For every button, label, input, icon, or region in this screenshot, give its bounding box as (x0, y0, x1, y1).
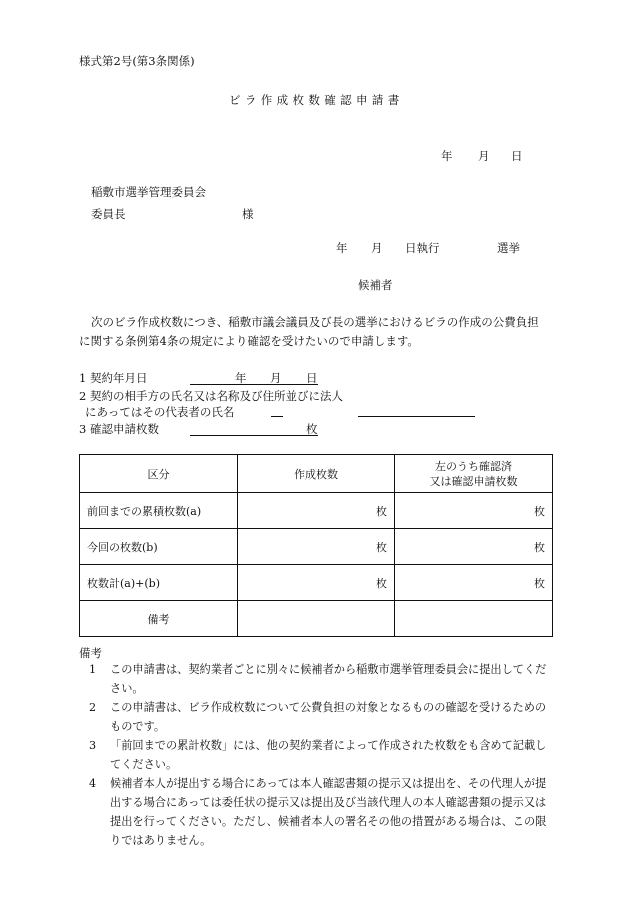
row-label: 前回までの累積枚数(a) (80, 493, 238, 529)
note-item (89, 774, 551, 850)
contract-date-month: 月 (270, 371, 282, 385)
note-number: 3 (89, 739, 97, 752)
note-text: この申請書は、契約業者ごとに別々に候補者から稲敷市選挙管理委員会に提出してください。 (110, 663, 547, 695)
election-year: 年 (336, 241, 348, 255)
note-item (89, 736, 551, 774)
date-day: 日 (511, 149, 523, 163)
note-text: 「前回までの累計枚数」には、他の契約業者によって作成された枚数をも含めて記載してください。 (110, 739, 547, 771)
confirmed-count-cell[interactable]: 枚 (395, 493, 553, 529)
recipient-org: 稲敷市選挙管理委員会 (91, 185, 206, 199)
election-type: 選挙 (497, 241, 520, 255)
item3-label: 3 確認申請枚数 (79, 422, 159, 436)
intro-line-1: 次のビラ作成枚数につき、稲敷市議会議員及び長の選挙におけるビラの作成の公費負担 (91, 315, 539, 329)
form-number: 様式第2号(第3条関係) (79, 54, 195, 68)
header-confirmed-line-1: 左のうち確認済 (435, 459, 512, 473)
item2-line-2: にあってはその代表者の氏名 (85, 405, 235, 419)
election-month: 月 (371, 241, 383, 255)
candidate-label: 候補者 (358, 278, 393, 292)
contract-date-field[interactable] (190, 370, 318, 385)
table-row (80, 601, 553, 637)
created-count-cell[interactable]: 枚 (238, 565, 395, 601)
recipient-role: 委員長 (91, 207, 126, 221)
header-category: 区分 (80, 455, 238, 493)
note-text: この申請書は、ビラ作成枚数について公費負担の対象となるものの確認を受けるためのものです。 (110, 701, 547, 733)
created-count-cell[interactable]: 枚 (238, 529, 395, 565)
table-row (80, 493, 553, 529)
recipient-honorific: 様 (242, 207, 254, 221)
table-row (80, 529, 553, 565)
date-year: 年 (441, 149, 453, 163)
contract-date-day: 日 (306, 371, 318, 385)
note-number: 2 (89, 701, 97, 714)
party-name-underline[interactable] (271, 416, 283, 417)
table-header-row (80, 455, 553, 493)
note-item (89, 660, 551, 698)
note-number: 4 (89, 777, 97, 790)
party-address-underline[interactable] (358, 416, 475, 417)
count-table (79, 454, 553, 637)
contract-date-year: 年 (235, 371, 247, 385)
request-count-unit: 枚 (306, 422, 318, 436)
note-item (89, 698, 551, 736)
item2-line-1: 2 契約の相手方の氏名又は名称及び住所並びに法人 (79, 389, 343, 403)
row-label-remarks: 備考 (80, 601, 238, 637)
confirmed-count-cell[interactable]: 枚 (395, 565, 553, 601)
note-text: 候補者本人が提出する場合にあっては本人確認書類の提示又は提出を、その代理人が提出する場合にあっては委任状の提示又は提出及び当該代理人の本人確認書類の提示又は提出を行ってください。ただし、候補者本人の署名その他の措置がある場合は、この限りではありません。 (110, 777, 547, 847)
row-label: 今回の枚数(b) (80, 529, 238, 565)
date-month: 月 (478, 149, 490, 163)
request-count-field[interactable] (190, 421, 318, 436)
confirmed-count-cell[interactable]: 枚 (395, 529, 553, 565)
document-title: ビラ作成枚数確認申請書 (229, 93, 404, 107)
header-confirmed-count (395, 455, 553, 493)
note-number: 1 (89, 663, 97, 676)
election-day-exec: 日執行 (405, 241, 440, 255)
row-label: 枚数計(a)+(b) (80, 565, 238, 601)
created-count-cell[interactable]: 枚 (238, 493, 395, 529)
remarks-cell[interactable] (238, 601, 395, 637)
intro-line-2: に関する条例第4条の規定により確認を受けたいので申請します。 (79, 334, 419, 348)
notes-list (89, 660, 551, 850)
header-confirmed-line-2: 又は確認申請枚数 (429, 474, 518, 488)
table-row (80, 565, 553, 601)
header-created-count: 作成枚数 (238, 455, 395, 493)
item1-label: 1 契約年月日 (79, 371, 148, 385)
notes-heading: 備考 (79, 646, 102, 660)
remarks-cell[interactable] (395, 601, 553, 637)
